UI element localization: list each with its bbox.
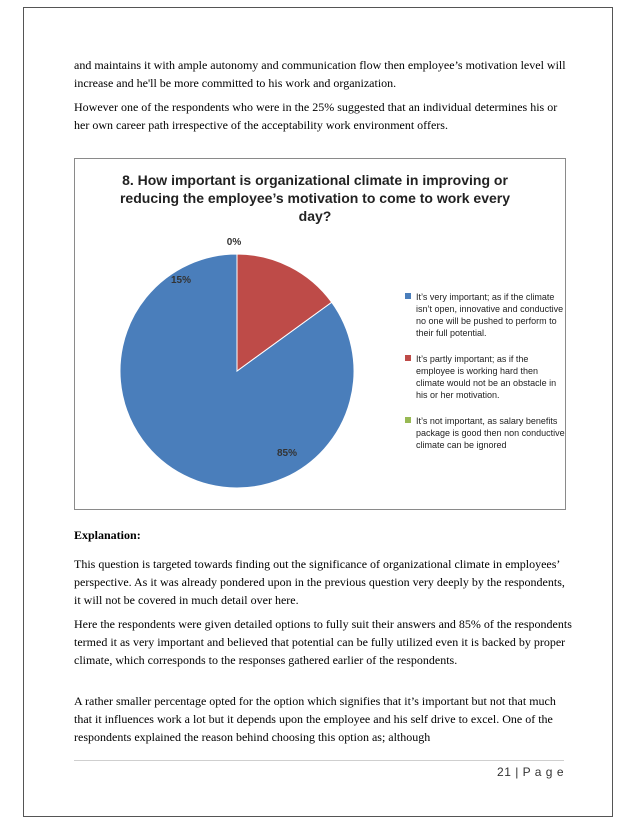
pie-chart [74,158,566,510]
page-number: 21 | P a g e [497,765,564,779]
legend-item-very-important [405,291,565,339]
legend-item-not-important [405,415,565,451]
footer-rule [74,760,564,761]
paragraph-results: Here the respondents were given detailed options to fully suit their answers and 85% of the respondents termed it as very important and believed that potential can be fully utilized even it is backed by proper climate, which corresponds to the responses gathered earlier of the respondents. [74,617,572,667]
legend-label-very-important: It’s very important; as if the climate isn’t open, innovative and conductive no one will be pushed to perform to their full potential. [416,292,564,338]
paragraph-explanation: This question is targeted towards finding out the significance of organizational climate in employees’ perspective. As it was already pondered upon in the previous question very deeply by the respondents, it will not be covered in much detail over here. [74,557,565,607]
legend-swatch-partly-important [405,355,411,361]
legend-label-partly-important: It’s partly important; as if the employee is working hard then climate would not be an obstacle in his or her motivation. [416,354,557,400]
paragraph-intro: and maintains it with ample autonomy and communication flow then employee’s motivation level will increase and he'll be more committed to his work and organization. [74,58,566,90]
paragraph-partial: A rather smaller percentage opted for the option which signifies that it’s important but not that much that it influences work a lot but it depends upon the employee and his self drive to excel. One of the respondents explained the reason behind choosing this option as; although [74,694,556,744]
legend-swatch-not-important [405,417,411,423]
chart-legend [405,291,565,465]
chart-title: 8. How important is organizational climate in improving or reducing the employee’s motivation to come to work every day? [119,172,511,224]
data-label-not-important: 0% [226,237,242,248]
paragraph-respondent-note: However one of the respondents who were in the 25% suggested that an individual determines his or her own career path irrespective of the acceptability work environment offers. [74,100,558,132]
legend-label-not-important: It’s not important, as salary benefits package is good then non conductive climate can be ignored [416,416,565,450]
data-label-very-important: 85% [276,448,298,459]
data-label-partly-important: 15% [170,275,192,286]
legend-item-partly-important [405,353,565,401]
legend-swatch-very-important [405,293,411,299]
explanation-heading: Explanation: [74,528,141,542]
